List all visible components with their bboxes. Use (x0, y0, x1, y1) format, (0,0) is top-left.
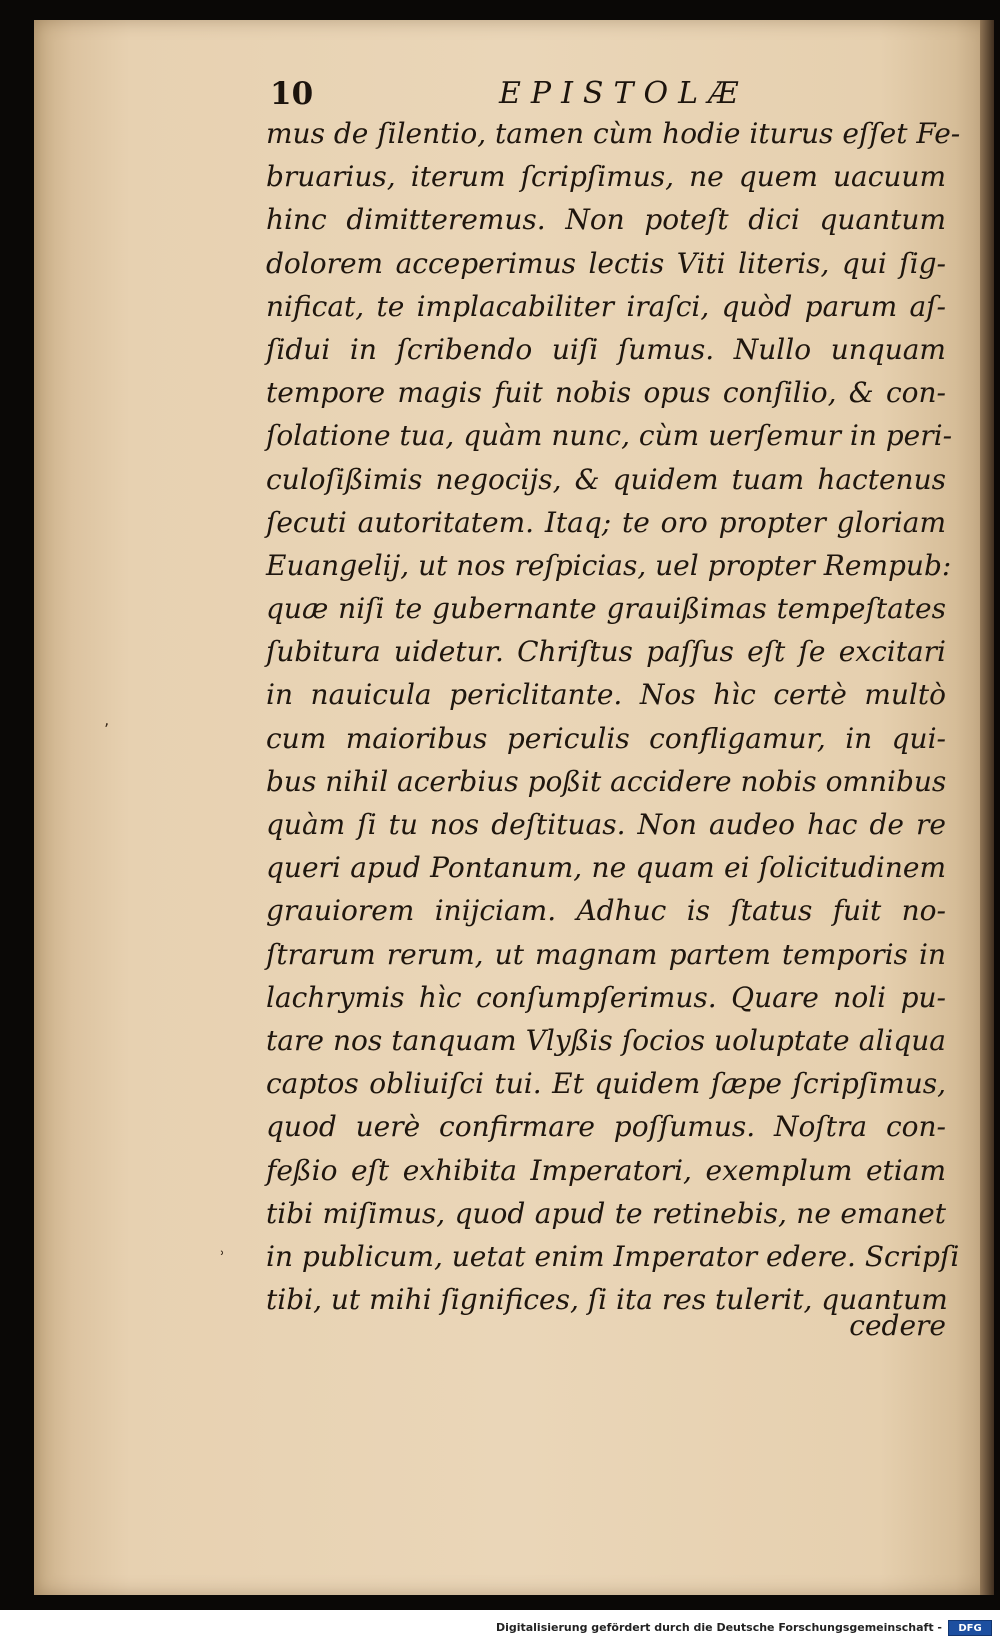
text-line: in publicum, uetat enim Imperator edere. Scripſi (266, 1239, 960, 1273)
running-title: EPISTOLÆ (499, 76, 749, 111)
text-line: tare nos tanquam Vlyßis ſocios uoluptate aliqua (266, 1023, 946, 1057)
running-head (34, 76, 994, 116)
text-line: bruarius, iterum ſcripſimus, ne quem uacuum (266, 160, 946, 194)
text-line: lachrymis hìc conſumpſerimus. Quare noli pu- (266, 980, 946, 1014)
text-line: Euangelij, ut nos reſpicias, uel propter Rempub: (266, 548, 952, 582)
text-line: ſidui in ſcribendo uiſi ſumus. Nullo unquam (266, 332, 946, 366)
text-line: cum maioribus periculis confligamur, in qui- (266, 721, 946, 755)
text-line: quæ niſi te gubernante grauißimas tempeſtates (266, 592, 946, 626)
text-line: tibi miſimus, quod apud te retinebis, ne emanet (266, 1196, 946, 1230)
text-line: queri apud Pontanum, ne quam ei ſolicitudinem (266, 851, 946, 885)
dfg-logo-icon: DFG (948, 1620, 992, 1636)
text-line: nificat, te implacabiliter iraſci, quòd parum aſ- (266, 289, 946, 323)
text-line: in nauicula periclitante. Nos hìc certè multò (266, 678, 946, 712)
text-line: quod uerè confirmare poſſumus. Noſtra con- (266, 1110, 946, 1144)
page-edge-shadow (980, 20, 994, 1595)
digitization-footer (0, 1610, 1000, 1646)
text-line: bus nihil acerbius poßit accidere nobis omnibus (266, 764, 947, 798)
margin-ink-mark: ʼ (104, 720, 110, 739)
text-line: mus de ſilentio, tamen cùm hodie iturus eſſet Fe- (266, 117, 961, 150)
text-line: grauiorem inijciam. Adhuc is ſtatus fuit no- (266, 894, 946, 928)
text-line: ſubitura uidetur. Chriſtus paſſus eſt ſe excitari (266, 635, 946, 669)
text-line: tibi, ut mihi ſignifices, ſi ita res tulerit, quantum (266, 1283, 948, 1317)
text-line: ſecuti autoritatem. Itaq; te oro propter gloriam (266, 505, 946, 539)
text-line: captos obliuiſci tui. Et quidem ſæpe ſcripſimus, (266, 1067, 946, 1101)
text-line: feßio eſt exhibita Imperatori, exemplum etiam (266, 1153, 946, 1187)
text-line: culoſißimis negocijs, & quidem tuam hactenus (266, 462, 946, 496)
text-line: dolorem acceperimus lectis Viti literis, qui ſig- (266, 246, 946, 280)
text-line: tempore magis fuit nobis opus conſilio, & con- (266, 376, 946, 410)
text-line: ſtrarum rerum, ut magnam partem temporis in (266, 937, 946, 971)
catchword: cedere (849, 1309, 946, 1342)
margin-ink-mark: ʾ (220, 1248, 225, 1267)
book-page (34, 20, 994, 1595)
funding-credit: Digitalisierung gefördert durch die Deutsche Forschungsgemeinschaft - (495, 1621, 942, 1634)
text-line: hinc dimitteremus. Non poteſt dici quantum (266, 203, 946, 237)
page-number: 10 (270, 76, 314, 112)
letter-text (266, 112, 961, 1321)
text-line: ſolatione tua, quàm nunc, cùm uerſemur in peri- (266, 419, 953, 453)
text-line: quàm ſi tu nos deſtituas. Non audeo hac de re (266, 808, 946, 841)
